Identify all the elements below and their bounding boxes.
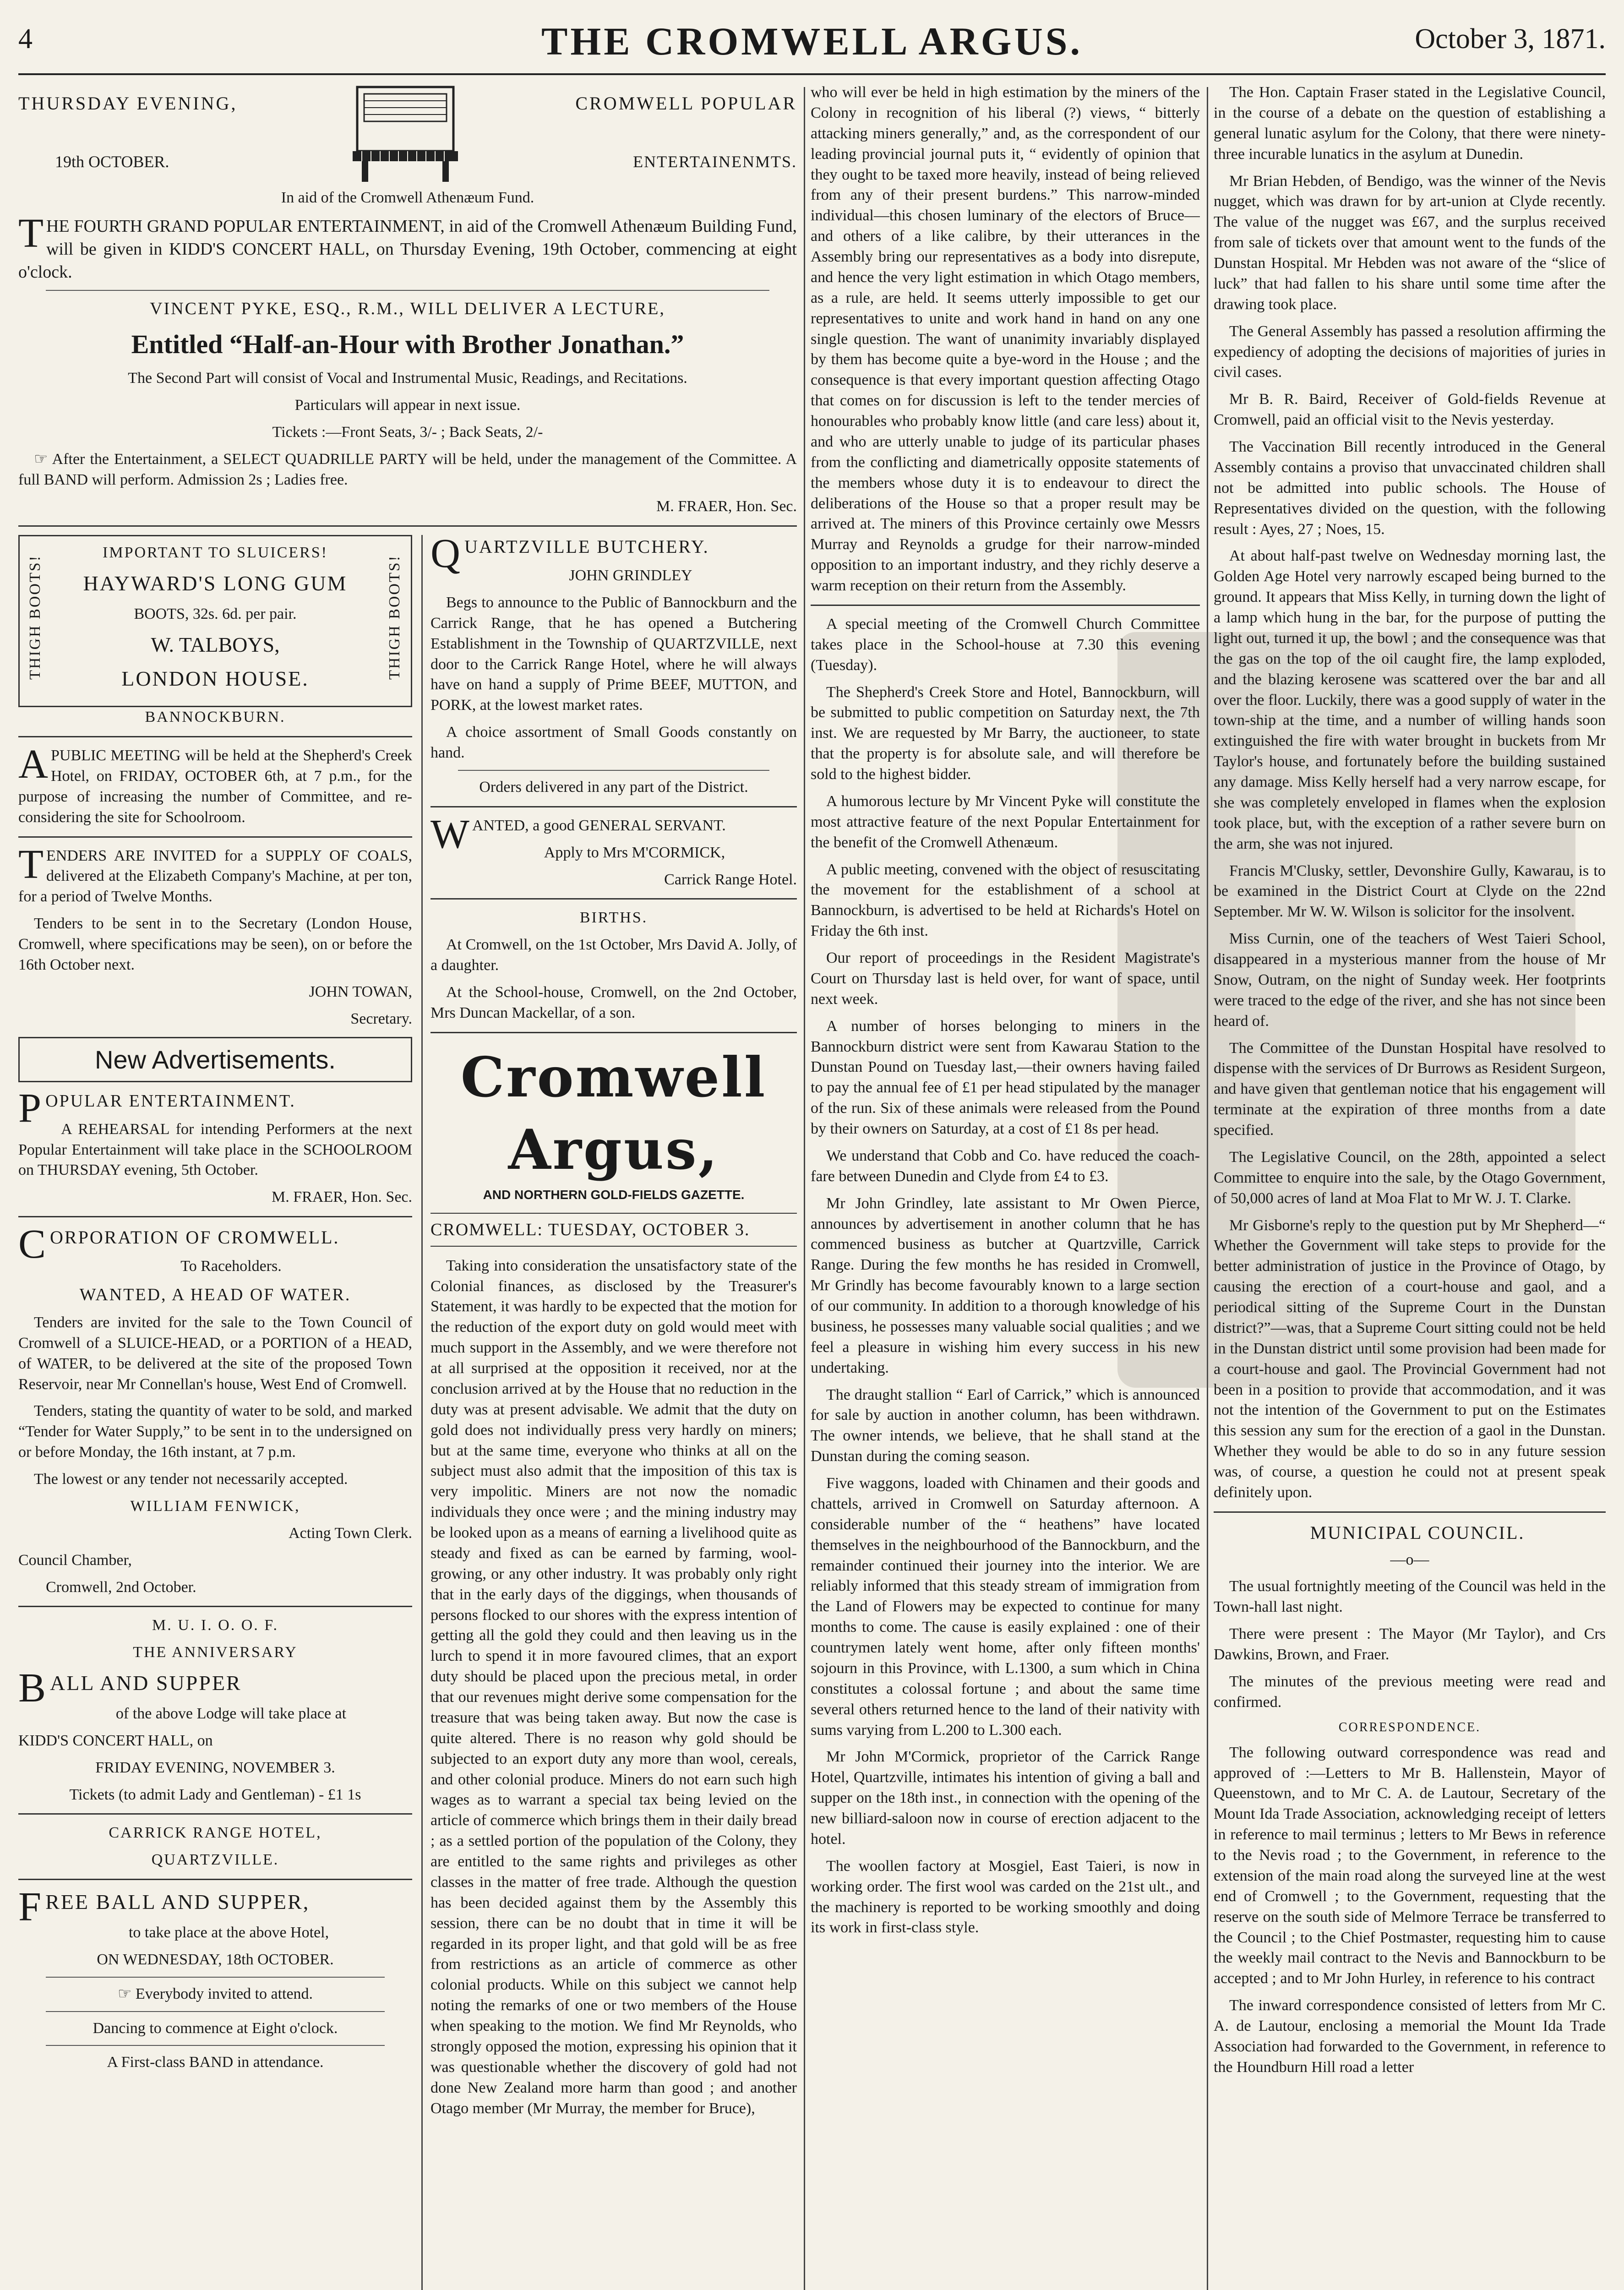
tenders-coal-details: Tenders to be sent in to the Secretary (London House, Cromwell, where specifications may be seen), on or before the 16th October next. xyxy=(18,915,412,973)
council-item: The usual fortnightly meeting of the Council was held in the Town-hall last night. xyxy=(1214,1578,1606,1616)
birth-notice: At Cromwell, on the 1st October, Mrs David A. Jolly, of a daughter. xyxy=(431,936,797,974)
ads-right-editorial xyxy=(431,531,797,2125)
corporation-to: To Raceholders. xyxy=(180,1257,282,1275)
argus-nameplate: Cromwell Argus, xyxy=(460,1045,767,1183)
ent-day: THURSDAY EVENING, xyxy=(18,93,238,114)
argus-subtitle: AND NORTHERN GOLD-FIELDS GAZETTE. xyxy=(483,1187,745,1202)
correspondence-heading: CORRESPONDENCE. xyxy=(1338,1720,1481,1734)
popular-ent-body: A REHEARSAL for intending Performers at the next Popular Entertainment will take place in the SCHOOLROOM on THURSDAY evening, 5th October. xyxy=(18,1120,412,1179)
divider xyxy=(811,605,1200,606)
newspaper-title: THE CROMWELL ARGUS. xyxy=(541,19,1083,63)
sluicers-side-left: THIGH BOOTS! xyxy=(27,555,44,680)
public-meeting-ad: APUBLIC MEETING will be held at the Shepherd's Creek Hotel, on FRIDAY, OCTOBER 6th, at 7 p.m., for the purpose of increasing the number of Committee, and re-considering the site for Schoolroom. xyxy=(18,742,412,826)
ent-lecture-title: Entitled “Half-an-Hour with Brother Jonathan.” xyxy=(131,329,684,359)
council-item: The inward correspondence consisted of letters from Mr C. A. de Lautour, enclosing a memorial the Mount Ida Trade Association had forwarded to the Government, in reference to the Houndburn Hill road a letter xyxy=(1214,1997,1606,2076)
ent-second-part: The Second Part will consist of Vocal and Instrumental Music, Readings, and Recitations. xyxy=(128,370,687,387)
ent-after: ☞ After the Entertainment, a SELECT QUADRILLE PARTY will be held, under the management of the Committee. A full BAND will perform. Admission 2s ; Ladies free. xyxy=(18,450,797,488)
column-divider xyxy=(421,535,423,2290)
editorial-article: Taking into consideration the unsatisfactory state of the Colonial finances, as disclosed by the Treasurer's Statement, it was hardly to be expected that the motion for the reduction of the export duty on gold would meet with much support in the Assembly, and we were therefore not at all surprised at the opposition it received, nor at the conclusion arrived at by the House that no reduction in the duty was at present advisable. We admit that the duty on gold does not individually press very hardly on miners; but at the same time, everyone who thinks at all on the subject must also admit that the imposition of this tax is very impolitic. Miners are not now the nomadic individuals they once were ; and the mining industry may be looked upon as a means of earning a livelihood quite as steady and fixed as can be earned by farming, wool-growing, or any other industry. It was probably only right that in the early days of the diggings, when thousands of persons flocked to our shores with the express intention of getting all the gold they could and then leaving us in the lurch to spend it in more favoured climes, that an export duty should be placed upon the precious metal, in order that our revenues might derive some compensation for the treasure that was being taken away. But now the case is quite altered. There is no reason why gold should be subjected to an export duty any more than wool, cereals, and other colonial produce. Miners do not earn such high wages as to warrant a special tax being levied on the article of commerce which brings them in their daily bread ; as a settled portion of the population of the Colony, they are entitled to the same rights and privileges as other classes in the matter of free trade. Although the question has been decided against them by the Assembly this session, there can be no doubt that in time it will be regarded in its proper light, and that gold will be as free from restrictions as an article of commerce as other colonial products. While on this subject we cannot help noting the remarks of one or two members of the House when speaking to the motion. We find Mr Reynolds, who strongly opposed the motion, expressing his opinion that it was questionable whether the discovery of gold had not done New Zealand more harm than good ; and another Otago member (Mr Murray, the member for Bruce), xyxy=(431,1257,797,2117)
news-item: The woollen factory at Mosgiel, East Taieri, is now in working order. The first wool was carded on the 21st ult., and the machinery is reported to be working smoothly and doing its work in first-class style. xyxy=(811,1857,1200,1936)
divider xyxy=(18,1813,412,1815)
ads-subcolumns xyxy=(18,531,797,2290)
free-ball-band: A First-class BAND in attendance. xyxy=(107,2054,324,2071)
wanted-apply: Apply to Mrs M'CORMICK, xyxy=(544,844,725,861)
corporation-date: Cromwell, 2nd October. xyxy=(46,1578,196,1596)
news-item: The Shepherd's Creek Store and Hotel, Bannockburn, will be submitted to public competition on Saturday next, the 7th inst. We are requested by Mr Barry, the auctioneer, to state that the property is for absolute sale, and will therefore be sold to the highest bidder. xyxy=(811,683,1200,783)
popular-ent-signature: M. FRAER, Hon. Sec. xyxy=(272,1189,412,1206)
sluicers-product: HAYWARD'S LONG GUM xyxy=(83,572,348,595)
editorial-continued: who will ever be held in high estimation by the miners of the Colony in recognition of his liberal (?) views, “ bitterly attacking miners generally,” and, as the correspondent of our leading provincial journal puts it, “ evidently of opinion that they ought to be taxed more heavily, instead of being relieved from any of their present burdens.” This narrow-minded individual—this chosen luminary of the electors of Bruce—and others of a like calibre, by their utterances in the Assembly bring our representatives as a body into disrepute, and hence the very light estimation in which Otago members, as a rule, are held. It seems utterly impossible to get our representatives to unite and work hand in hand on any one single question. The want of unanimity invariably displayed by them has become quite a bye-word in the House ; and the consequence is that every important question affecting Otago that comes on for discussion is left to the tender mercies of honourables who probably know little (and care less) about it, and who are utterly unable to judge of its particular phases from the conflicting and diametrically opposite statements of the members whose duty it is to endeavour to direct the deliberations of the House so that a proper result may be arrived at. The miners of this Province certainly owe Messrs Murray and Reynolds a grudge for their narrow-minded opposition to an important industry, and they richly deserve a warm reception on their return from the Assembly. xyxy=(811,84,1200,594)
tenders-signature: JOHN TOWAN, xyxy=(309,983,412,1000)
council-item: The minutes of the previous meeting were read and confirmed. xyxy=(1214,1673,1606,1711)
news-item: Mr Brian Hebden, of Bendigo, was the winner of the Nevis nugget, which was drawn for by art-union at Clyde recently. The value of the nugget was £67, and the surplus received from sale of tickets over that amount went to the funds of the Dunstan Hospital. Mr Hebden was not aware of the “slice of luck” that had fallen to his share until some time after the drawing took place. xyxy=(1214,172,1606,313)
divider xyxy=(46,2045,385,2046)
corporation-wanted: WANTED, A HEAD OF WATER. xyxy=(79,1285,351,1304)
news-item: The draught stallion “ Earl of Carrick,” which is announced for sale by auction in another column, has been withdrawn. The owner intends, we believe, that he shall stand at the Dunstan during the coming season. xyxy=(811,1386,1200,1465)
ball-text: of the above Lodge will take place at xyxy=(115,1705,347,1722)
divider xyxy=(458,770,769,771)
free-ball-text: to take place at the above Hotel, xyxy=(128,1924,329,1941)
tenders-title: Secretary. xyxy=(350,1010,412,1027)
carrick-hotel-name: CARRICK RANGE HOTEL, xyxy=(109,1824,322,1842)
news-item: Mr Gisborne's reply to the question put by Mr Shepherd—“ Whether the Government will take steps to provide for the better administration of justice in the Province of Otago, by causing the erection of a court-house and gaol, and a periodical sitting of the Supreme Court in the Dunstan district?”—was, that a Supreme Court sitting could not be held in the Dunstan district until some provision had been made for a court-house and gaol. The Provincial Government had not been in a position to provide that accommodation, and it was not the intention of the Government to put on the Estimates this session any sum for the erection of a gaol in the Dunstan. Whether they would be able to do so in any future session was, of course, a question he could not at present speak definitely upon. xyxy=(1214,1216,1606,1501)
sluicers-shop: W. TALBOYS, xyxy=(151,632,280,656)
column-local-news xyxy=(811,82,1200,2290)
sluicers-place: BANNOCKBURN. xyxy=(145,709,286,726)
ads-left xyxy=(18,535,412,2079)
anniversary-heading: THE ANNIVERSARY xyxy=(133,1644,298,1661)
ent-signature: M. FRAER, Hon. Sec. xyxy=(656,498,797,515)
ent-aid: In aid of the Cromwell Athenæum Fund. xyxy=(281,189,534,206)
sluicers-heading: IMPORTANT TO SLUICERS! xyxy=(103,544,328,562)
wanted-place: Carrick Range Hotel. xyxy=(664,871,797,888)
divider xyxy=(18,1879,412,1880)
ball-heading: BALL AND SUPPER xyxy=(18,1665,242,1711)
divider xyxy=(46,290,769,291)
news-item: Five waggons, loaded with Chinamen and their goods and chattels, arrived in Cromwell on Saturday afternoon. A considerable number of the “ heathens” have located themselves in the neighbourhood of the Bannockburn, and the remainder continued their journey into the interior. We are reliably informed that this steady stream of immigration from the Land of Flowers may be expected to continue for many months to come. The cause is easily explained : one of their countrymen lately went home, after only fifteen months' sojourn in this Province, with L.1300, a sum which in China constitutes a colossal fortune ; and about the same time several others returned hence to the land of their nativity with sums varying from L.200 to L.300 each. xyxy=(811,1475,1200,1739)
corporation-p3: The lowest or any tender not necessarily accepted. xyxy=(34,1471,348,1488)
butchery-goods: A choice assortment of Small Goods constantly on hand. xyxy=(431,724,797,762)
news-item: A special meeting of the Cromwell Church Committee takes place in the School-house at 7.30 this evening (Tuesday). xyxy=(811,615,1200,674)
news-item: Francis M'Clusky, settler, Devonshire Gully, Kawarau, is to be examined in the District Court at Clyde on the 22nd September. Mr W. W. Wilson is solicitor for the insolvent. xyxy=(1214,862,1606,921)
news-item: The Legislative Council, on the 28th, appointed a select Committee to enquire into the sale, by the Otago Government, of 50,000 acres of land at Moa Flat to Mr W. J. T. Clarke. xyxy=(1214,1148,1606,1207)
butchery-heading: QUARTZVILLE BUTCHERY. xyxy=(431,531,709,577)
corporation-p1: Tenders are invited for the sale to the Town Council of Cromwell of a SLUICE-HEAD, or a PORTION of a HEAD, of WATER, to be delivered at the site of the proposed Town Reservoir, near Mr Connellan's house, West End of Cromwell. xyxy=(18,1314,412,1393)
births-heading: BIRTHS. xyxy=(579,909,648,927)
ent-particulars: Particulars will appear in next issue. xyxy=(294,396,521,414)
ent-tickets: Tickets :—Front Seats, 3/- ; Back Seats, 2/- xyxy=(272,423,543,441)
issue-date: October 3, 1871. xyxy=(1415,23,1606,55)
divider xyxy=(431,806,797,807)
news-item: Mr B. R. Baird, Receiver of Gold-fields Revenue at Cromwell, paid an official visit to the Nevis yesterday. xyxy=(1214,391,1606,429)
free-ball-heading: FREE BALL AND SUPPER, xyxy=(18,1884,310,1930)
news-item: We understand that Cobb and Co. have reduced the coach-fare between Dunedin and Clyde from £4 to £3. xyxy=(811,1147,1200,1185)
wanted-servant-ad: WANTED, a good GENERAL SERVANT. xyxy=(431,811,726,857)
corporation-signature: WILLIAM FENWICK, xyxy=(130,1497,300,1515)
entertainment-header xyxy=(18,82,797,188)
corporation-heading: CORPORATION OF CROMWELL. xyxy=(18,1221,340,1267)
page-number: 4 xyxy=(18,23,33,55)
council-item: There were present : The Mayor (Mr Taylor), and Crs Dawkins, Brown, and Fraer. xyxy=(1214,1625,1606,1663)
divider xyxy=(18,1606,412,1607)
divider xyxy=(1214,1511,1606,1513)
sluicers-shop-name: LONDON HOUSE. xyxy=(121,667,309,691)
divider xyxy=(18,1216,412,1217)
free-ball-dancing: Dancing to commence at Eight o'clock. xyxy=(93,2019,338,2037)
masthead xyxy=(18,14,1606,75)
free-ball-invite: ☞ Everybody invited to attend. xyxy=(117,1985,313,2002)
divider xyxy=(431,898,797,900)
birth-notice: At the School-house, Cromwell, on the 2nd October, Mrs Duncan Mackellar, of a son. xyxy=(431,984,797,1021)
news-item: Mr John M'Cormick, proprietor of the Carrick Range Hotel, Quartzville, intimates his intention of giving a ball and supper on the 18th inst., in connection with the opening of the new billiard-saloon now in course of erection adjacent to the hotel. xyxy=(811,1748,1200,1848)
news-item: A humorous lecture by Mr Vincent Pyke will constitute the most attractive feature of the next Popular Entertainment for the benefit of the Cromwell Athenæum. xyxy=(811,792,1200,851)
divider xyxy=(18,836,412,838)
ball-tickets: Tickets (to admit Lady and Gentleman) - £1 1s xyxy=(69,1786,361,1803)
news-item: The Committee of the Dunstan Hospital have resolved to dispense with the services of Dr Burrows as Resident Surgeon, and have given that gentleman notice that his engagement will terminate at the expiration of three months from a date specified. xyxy=(1214,1039,1606,1139)
news-item: At about half-past twelve on Wednesday morning last, the Golden Age Hotel very narrowly escaped being burned to the ground. It appears that Miss Kelly, in turning down the light of a lamp which hung in the bar, for the purpose of putting the light out, turned it up, the bowl ; and the consequence was that the gas on the top of the oil caught fire, the lamp exploded, and the blazing kerosene was scattered over the bar and all over the floor. Luckily, there was a good supply of water in the town-ship at the time, and a number of willing hands soon extinguished the fire with water brought in buckets from Mr Taylor's house, and fortunately before the building sustained any damage. Miss Kelly herself had a very narrow escape, for she was completely enveloped in flames when the explosion took place, but, with the exception of a rather severe burn on the arm, she was not injured. xyxy=(1214,547,1606,852)
ent-title-2: ENTERTAINENMTS. xyxy=(633,153,797,171)
council-ornament: —o— xyxy=(1390,1551,1429,1568)
sluicers-side-right: THIGH BOOTS! xyxy=(386,555,403,680)
column-divider xyxy=(804,87,805,2290)
council-heading: MUNICIPAL COUNCIL. xyxy=(1310,1522,1525,1543)
ent-date: 19th OCTOBER. xyxy=(55,153,169,171)
butchery-body: Begs to announce to the Public of Bannockburn and the Carrick Range, that he has opened a Butchering Establishment in the Township of QUARTZVILLE, next door to the Carrick Range Hotel, where he will always have on hand a supply of Prime BEEF, MUTTON, and PORK, at the lowest market rates. xyxy=(431,594,797,714)
news-item: A number of horses belonging to miners in the Bannockburn district were sent from Kawarau Station to the Dunstan Pound on Tuesday last,—their owners having failed to pay the annual fee of £1 per head stipulated by the manager of the run. Six of these animals were released from the Pound by their owners on Saturday, at a cost of £1 8s per head. xyxy=(811,1017,1200,1137)
ent-lecture: VINCENT PYKE, ESQ., R.M., WILL DELIVER A LECTURE, xyxy=(150,299,665,319)
corporation-place: Council Chamber, xyxy=(18,1551,132,1569)
free-ball-date: ON WEDNESDAY, 18th OCTOBER. xyxy=(97,1951,334,1968)
tenders-coal-ad: TENDERS ARE INVITED for a SUPPLY OF COALS, delivered at the Elizabeth Company's Machine, at per ton, for a period of Twelve Months. xyxy=(18,841,412,905)
butchery-orders: Orders delivered in any part of the District. xyxy=(479,778,748,796)
piano-icon xyxy=(348,82,463,183)
news-item: The Vaccination Bill recently introduced in the General Assembly contains a proviso that unvaccinated children shall not be admitted into public schools. The House of Representatives divided on the question, with the following result : Ayes, 27 ; Noes, 15. xyxy=(1214,438,1606,538)
carrick-hotel-place: QUARTZVILLE. xyxy=(151,1851,279,1869)
news-item: Miss Curnin, one of the teachers of West Taieri School, disappeared in a mysterious manner from the house of Mr Snow, Outram, on the night of Sunday week. Her footprints were traced to the edge of the river, and she has not since been heard of. xyxy=(1214,930,1606,1030)
new-advertisements-banner: New Advertisements. xyxy=(18,1037,412,1083)
corporation-sign-title: Acting Town Clerk. xyxy=(289,1524,412,1542)
ent-announcement: THE FOURTH GRAND POPULAR ENTERTAINMENT, in aid of the Cromwell Athenæum Building Fund, will be given in KIDD'S CONCERT HALL, on Thursday Evening, 19th October, commencing at eight o'clock. xyxy=(18,210,797,282)
council-item: The following outward correspondence was read and approved of :—Letters to Mr B. Hallenstein, Mayor of Queenstown, and to Mr C. A. de Lautour, Secretary of the Mount Ida Trade Association, acknowledging receipt of letters in reference to mail terminus ; letters to Mr Bews in reference to the Nevis road ; to the Government, in reference to the extension of the main road along the surveyed line at the west end of Cromwell ; to the Government, requesting that the reserve on the south side of Melmore Terrace be transferred to the Council ; to the Chief Postmaster, requesting him to cause the weekly mail contract to the Nevis and Bannockburn to be accepted ; and to Mr John Hurley, in reference to his contract xyxy=(1214,1744,1606,1987)
butchery-owner: JOHN GRINDLEY xyxy=(569,567,692,584)
sluicers-price: BOOTS, 32s. 6d. per pair. xyxy=(134,605,297,622)
news-item: A public meeting, convened with the object of resuscitating the movement for the establishment of a school at Bannockburn, is advertised to be held at Richards's Hotel on Friday the 6th inst. xyxy=(811,861,1200,940)
editorial-dateline: CROMWELL: TUESDAY, OCTOBER 3. xyxy=(431,1213,797,1247)
ent-title-1: CROMWELL POPULAR xyxy=(575,93,797,114)
column-advertisements xyxy=(18,82,797,2290)
corporation-p2: Tenders, stating the quantity of water to be sold, and marked “Tender for Water Supply,” to be sent in to the undersigned on or before Monday, the 16th instant, at 7 p.m. xyxy=(18,1402,412,1461)
divider xyxy=(431,1032,797,1033)
column-news-council xyxy=(1214,82,1606,2290)
divider xyxy=(18,525,797,527)
divider xyxy=(46,1977,385,1978)
ball-hall: KIDD'S CONCERT HALL, on xyxy=(18,1732,213,1749)
ball-date: FRIDAY EVENING, NOVEMBER 3. xyxy=(95,1759,335,1776)
muioof-heading: M. U. I. O. O. F. xyxy=(152,1617,278,1634)
divider xyxy=(18,736,412,737)
sluicers-ad xyxy=(18,535,412,707)
popular-ent-heading: POPULAR ENTERTAINMENT. xyxy=(18,1085,296,1131)
news-item: Our report of proceedings in the Resident Magistrate's Court on Thursday last is held over, for want of space, until next week. xyxy=(811,949,1200,1008)
divider xyxy=(46,2011,385,2012)
news-item: The Hon. Captain Fraser stated in the Legislative Council, in the course of a debate on the question of establishing a general lunatic asylum for the Colony, that there were ninety-three incurable lunatics in the asylum at Dunedin. xyxy=(1214,84,1606,163)
news-item: Mr John Grindley, late assistant to Mr Owen Pierce, announces by advertisement in another column that he has commenced business as butcher at Quartzville, Carrick Range. During the few months he has resided in Cromwell, Mr Grindly has become favourably known to a large section of our community. In addition to a thorough knowledge of his business, he possesses many valuable social qualities ; and we feel a pleasure in wishing him every success in his new undertaking. xyxy=(811,1194,1200,1376)
news-item: The General Assembly has passed a resolution affirming the expediency of adopting the decisions of majorities of juries in civil cases. xyxy=(1214,322,1606,381)
